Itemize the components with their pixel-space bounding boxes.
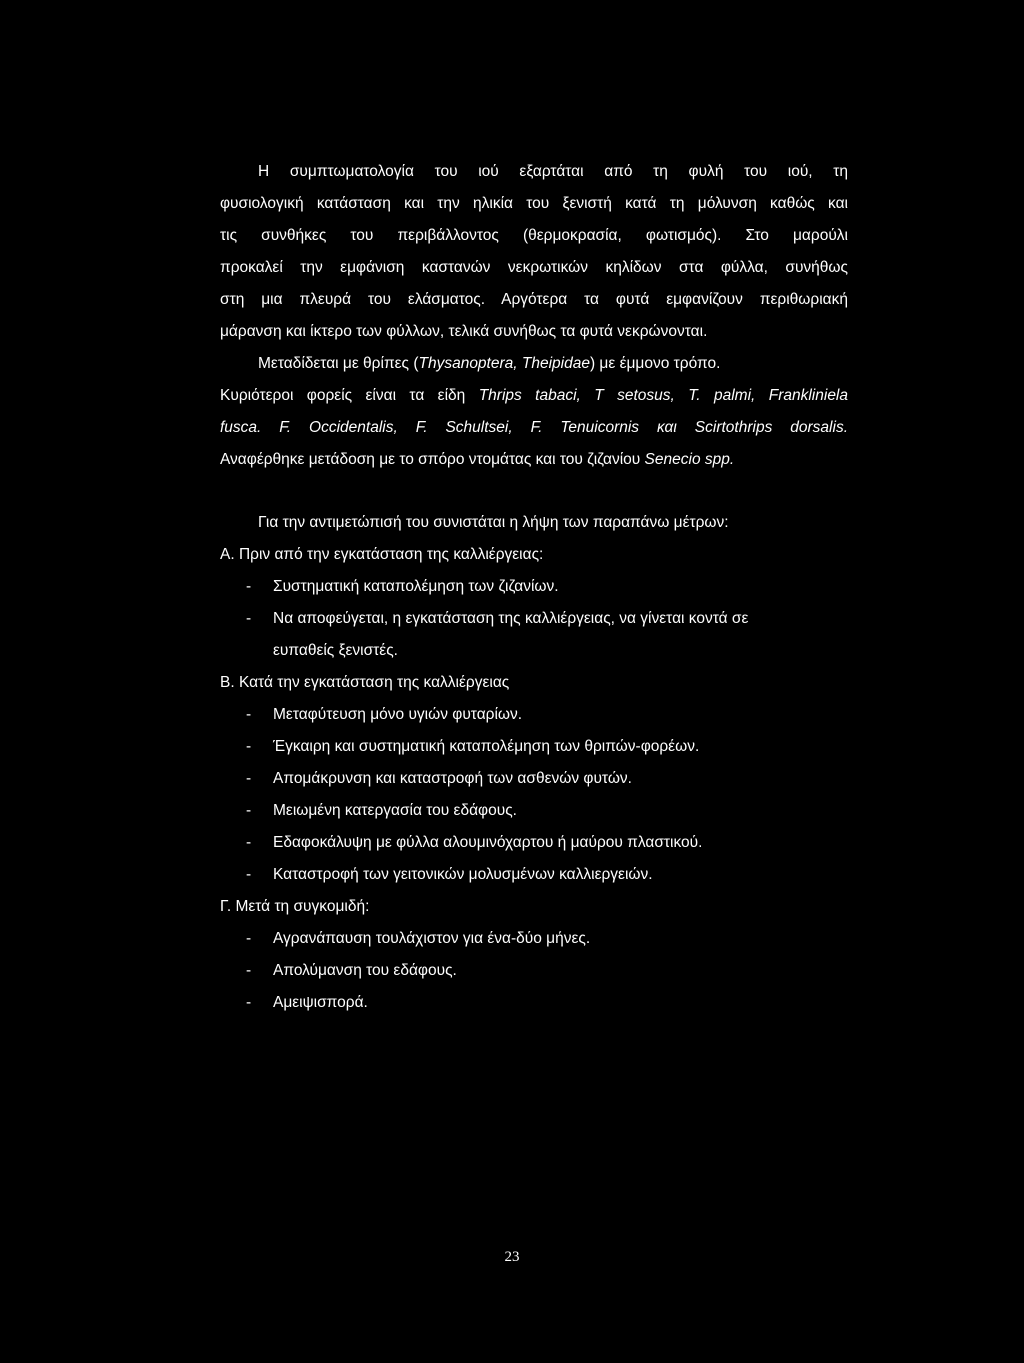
- list-bullet: -: [246, 834, 252, 851]
- paragraph-line: τις συνθήκες του περιβάλλοντος (θερμοκρασία, φωτισμός). Στο μαρούλι: [220, 227, 848, 244]
- list-bullet: -: [246, 866, 252, 883]
- list-item: Αγρανάπαυση τουλάχιστον για ένα-δύο μήνες.: [273, 930, 591, 947]
- list-item: Μεταφύτευση μόνο υγιών φυταρίων.: [273, 706, 523, 723]
- paragraph-line: fusca. F. Occidentalis, F. Schultsei, F. Tenuicornis και Scirtothrips dorsalis.: [220, 419, 848, 436]
- section-heading: Γ. Μετά τη συγκομιδή:: [220, 898, 370, 915]
- list-item: Μειωμένη κατεργασία του εδάφους.: [273, 802, 517, 819]
- list-item: Να αποφεύγεται, η εγκατάσταση της καλλιέργειας, να γίνεται κοντά σε: [273, 610, 749, 627]
- list-bullet: -: [246, 930, 252, 947]
- list-item: Απολύμανση του εδάφους.: [273, 962, 457, 979]
- list-bullet: -: [246, 770, 252, 787]
- list-item: Έγκαιρη και συστηματική καταπολέμηση των θριπών-φορέων.: [273, 738, 700, 755]
- list-bullet: -: [246, 994, 252, 1011]
- list-bullet: -: [246, 578, 252, 595]
- paragraph-line: φυσιολογική κατάσταση και την ηλικία του ξενιστή κατά τη μόλυνση καθώς και: [220, 195, 848, 212]
- list-item: Καταστροφή των γειτονικών μολυσμένων καλλιεργειών.: [273, 866, 653, 883]
- list-bullet: -: [246, 610, 252, 627]
- paragraph-line: Η συμπτωματολογία του ιού εξαρτάται από τη φυλή του ιού, τη: [258, 163, 848, 180]
- section-heading: Α. Πριν από την εγκατάσταση της καλλιέργειας:: [220, 546, 544, 563]
- list-bullet: -: [246, 802, 252, 819]
- list-bullet: -: [246, 738, 252, 755]
- paragraph-line: Αναφέρθηκε μετάδοση με το σπόρο ντομάτας και του ζιζανίου Senecio spp.: [220, 451, 735, 468]
- list-bullet: -: [246, 706, 252, 723]
- list-item: Συστηματική καταπολέμηση των ζιζανίων.: [273, 578, 559, 595]
- paragraph-line: προκαλεί την εμφάνιση καστανών νεκρωτικών κηλίδων στα φύλλα, συνήθως: [220, 259, 848, 276]
- list-item: Εδαφοκάλυψη με φύλλα αλουμινόχαρτου ή μαύρου πλαστικού.: [273, 834, 703, 851]
- paragraph-line: μάρανση και ίκτερο των φύλλων, τελικά συνήθως τα φυτά νεκρώνονται.: [220, 323, 708, 340]
- list-bullet: -: [246, 962, 252, 979]
- paragraph-line: Κυριότεροι φορείς είναι τα είδη Thrips tabaci, T setosus, T. palmi, Frankliniela: [220, 387, 848, 404]
- section-heading: Β. Κατά την εγκατάσταση της καλλιέργειας: [220, 674, 510, 691]
- paragraph-line: στη μια πλευρά του ελάσματος. Αργότερα τα φυτά εμφανίζουν περιθωριακή: [220, 291, 848, 308]
- list-item: Αμειψισπορά.: [273, 994, 368, 1011]
- page-number: 23: [504, 1249, 520, 1265]
- measures-intro: Για την αντιμετώπισή του συνιστάται η λήψη των παραπάνω μέτρων:: [258, 514, 729, 531]
- list-item: Απομάκρυνση και καταστροφή των ασθενών φυτών.: [273, 770, 632, 787]
- paragraph-line: Μεταδίδεται με θρίπες (Thysanoptera, Theipidae) με έμμονο τρόπο.: [258, 355, 721, 372]
- list-item-continuation: ευπαθείς ξενιστές.: [273, 642, 398, 659]
